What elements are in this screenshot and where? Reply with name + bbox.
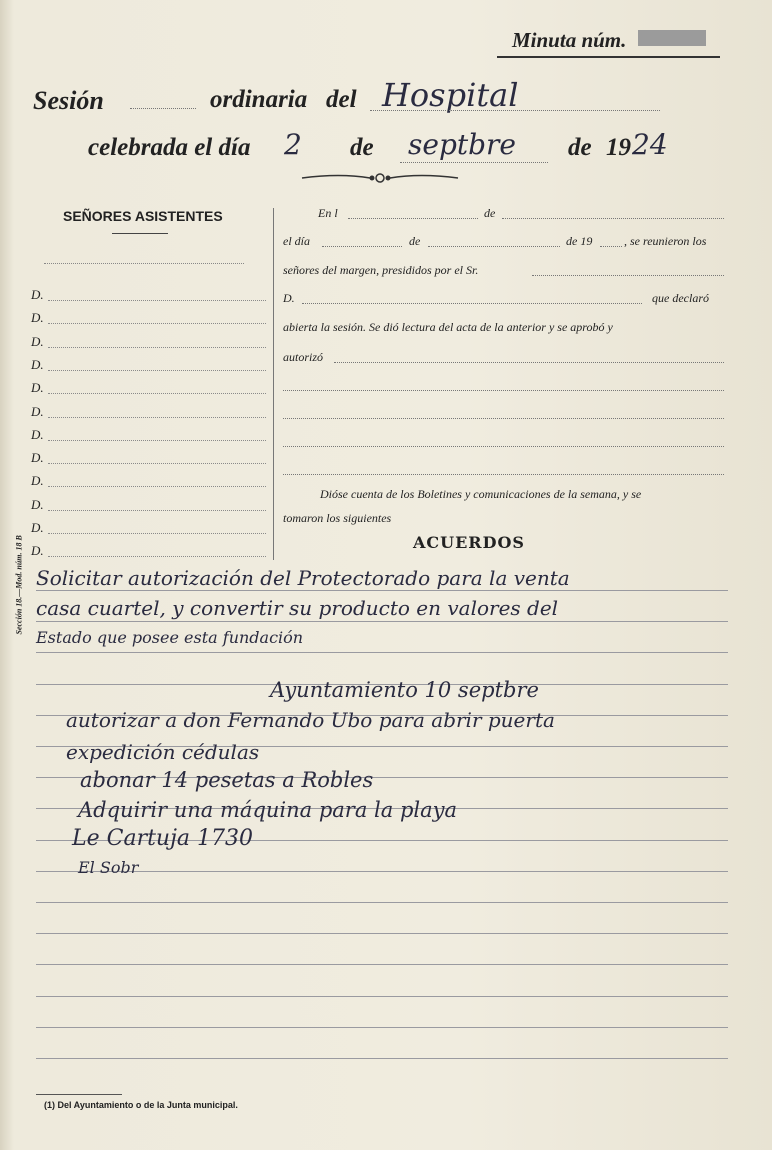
ruled-line: [36, 590, 728, 591]
asistentes-top-rule: [44, 263, 244, 264]
asistentes-title: SEÑORES ASISTENTES: [63, 208, 223, 224]
asistentes-title-ornament: [112, 233, 168, 234]
asistente-mark: D.: [31, 380, 44, 396]
intro-dots-11: [283, 446, 724, 447]
intro-dots-10: [283, 418, 724, 419]
ruled-line: [36, 1027, 728, 1028]
intro-de-19: de 19: [566, 234, 593, 248]
intro-dots-9: [283, 390, 724, 391]
intro-senores: señores del margen, presididos por el Sr.: [283, 263, 479, 277]
intro-en: En l: [318, 206, 338, 220]
asistente-mark: D.: [31, 310, 44, 326]
intro-dots-1: [348, 218, 478, 219]
intro-abierta: abierta la sesión. Se dió lectura del acta de la anterior y se aprobó y: [283, 320, 613, 334]
asistente-mark: D.: [31, 543, 44, 559]
asistente-mark: D.: [31, 496, 44, 512]
year-printed: 19: [606, 134, 631, 161]
asistente-mark: D.: [31, 403, 44, 419]
asistente-line: [48, 393, 266, 394]
month-handwritten: septbre: [408, 128, 516, 161]
ruled-line: [36, 902, 728, 903]
ruled-line: [36, 652, 728, 653]
asistente-mark: D.: [31, 426, 44, 442]
minuta-label: Minuta núm.: [512, 28, 627, 52]
sesion-line: [370, 110, 660, 111]
asistente-mark: D.: [31, 356, 44, 372]
ruled-line: [36, 964, 728, 965]
asistente-line: [48, 510, 266, 511]
celebrada-label: celebrada el día: [88, 134, 251, 161]
hospital-handwritten: Hospital: [382, 76, 519, 114]
asistente-line: [48, 347, 266, 348]
acuerdo-line-7: abonar 14 pesetas a Robles: [80, 768, 374, 792]
asistente-mark: D.: [31, 333, 44, 349]
intro-dots-4: [428, 246, 560, 247]
intro-dots-12: [283, 474, 724, 475]
acuerdo-line-4: Ayuntamiento 10 septbre: [270, 678, 539, 702]
side-form-label: Sección 18.—Mod. núm. 18 B: [14, 535, 24, 635]
month-line: [400, 162, 548, 163]
acuerdo-line-2: casa cuartel, y convertir su producto en valores del: [36, 596, 559, 620]
ruled-line: [36, 871, 728, 872]
sesion-dots: [130, 108, 196, 109]
acuerdos-title: ACUERDOS: [413, 533, 525, 552]
acuerdo-line-3: Estado que posee esta fundación: [36, 628, 304, 647]
footnote-rule: [36, 1094, 122, 1095]
ruled-line: [36, 621, 728, 622]
ruled-line: [36, 933, 728, 934]
intro-dots-7: [302, 303, 642, 304]
minuta-number-box: [638, 30, 706, 46]
ordinaria-label: ordinaria: [210, 86, 308, 113]
sesion-label: Sesión: [33, 86, 104, 115]
acuerdo-line-10: El Sobr: [78, 858, 139, 877]
asistente-line: [48, 533, 266, 534]
footnote: (1) Del Ayuntamiento o de la Junta municipal.: [44, 1100, 238, 1110]
intro-dots-2: [502, 218, 724, 219]
asistente-line: [48, 486, 266, 487]
asistente-line: [48, 440, 266, 441]
asistente-line: [48, 556, 266, 557]
acuerdo-line-9: Le Cartuja 1730: [72, 826, 254, 851]
asistente-line: [48, 370, 266, 371]
ruled-line: [36, 996, 728, 997]
year-handwritten: 24: [632, 128, 668, 161]
acuerdo-line-5: autorizar a don Fernando Ubo para abrir puerta: [66, 708, 555, 732]
asistente-mark: D.: [31, 473, 44, 489]
del-label: del: [326, 86, 357, 113]
intro-dots-8: [334, 362, 724, 363]
intro-diose: Dióse cuenta de los Boletines y comunicaciones de la semana, y se: [320, 487, 642, 501]
intro-el-dia: el día: [283, 234, 310, 248]
intro-dots-6: [532, 275, 724, 276]
asistente-mark: D.: [31, 520, 44, 535]
intro-autorizo: autorizó: [283, 350, 324, 364]
intro-reunieron: , se reunieron los: [624, 234, 707, 248]
de-label-1: de: [350, 134, 374, 161]
acuerdo-line-6: expedición cédulas: [66, 740, 260, 764]
intro-declaro: que declaró: [652, 291, 709, 305]
acuerdo-line-8: Adquirir una máquina para la playa: [78, 798, 458, 822]
intro-d: D.: [283, 291, 295, 305]
intro-dots-3: [322, 246, 402, 247]
asistente-mark: D.: [31, 450, 44, 466]
intro-de-2: de: [409, 234, 421, 248]
intro-de-1: de: [484, 206, 496, 220]
ruled-line: [36, 1058, 728, 1059]
column-divider: [273, 208, 274, 560]
de-label-2: de: [568, 134, 592, 161]
day-handwritten: 2: [284, 128, 302, 161]
asistente-line: [48, 463, 266, 464]
asistente-line: [48, 300, 266, 301]
asistente-line: [48, 417, 266, 418]
intro-tomaron: tomaron los siguientes: [283, 511, 392, 525]
intro-dots-5: [600, 246, 622, 247]
asistente-mark: D.: [31, 287, 44, 302]
minuta-underline: [497, 56, 720, 58]
header-ornament: [300, 171, 460, 185]
asistente-line: [48, 323, 266, 324]
acuerdo-line-1: Solicitar autorización del Protectorado para la venta: [36, 566, 570, 590]
